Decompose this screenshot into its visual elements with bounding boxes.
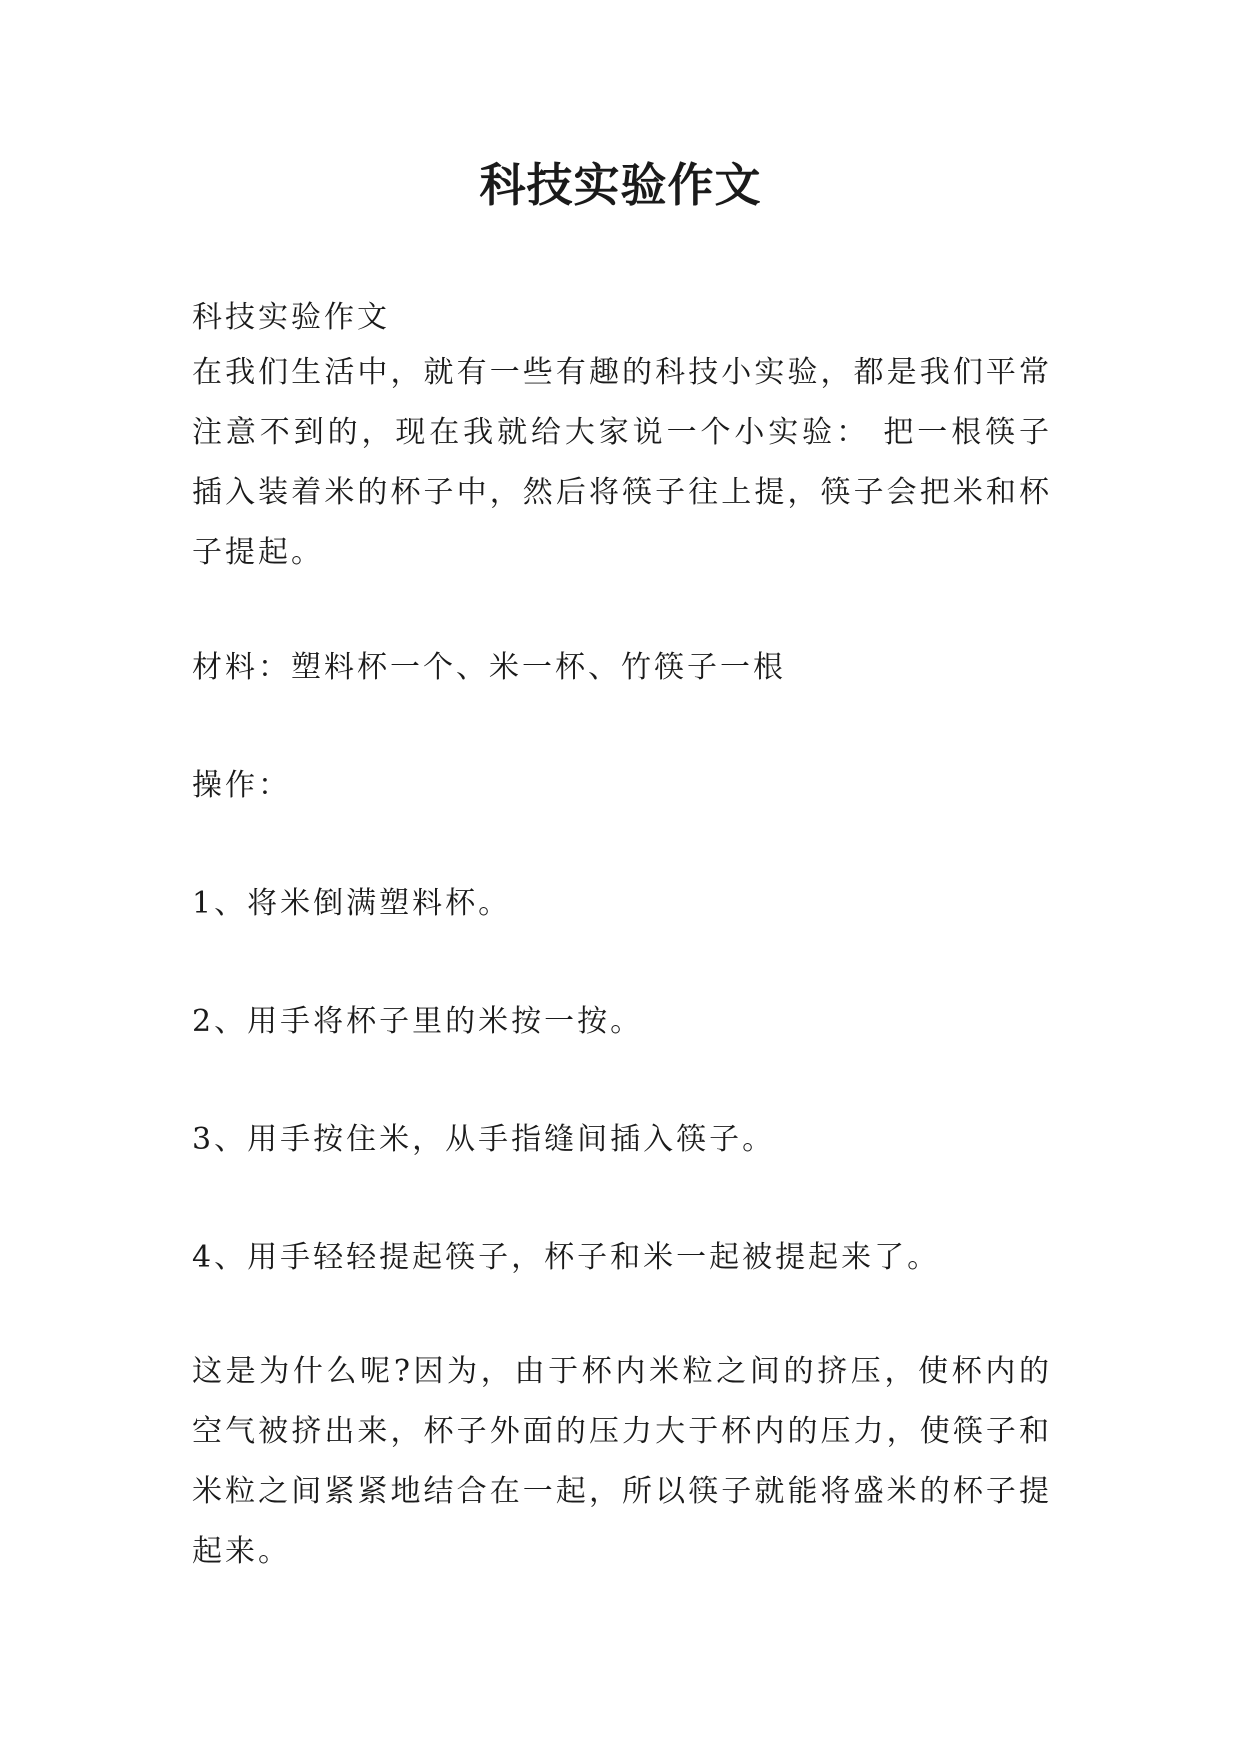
essay-subtitle: 科技实验作文 (192, 300, 390, 335)
step-item: 3、用手按住米，从手指缝间插入筷子。 (192, 1122, 776, 1157)
operation-label: 操作： (192, 768, 291, 803)
explanation-paragraph: 这是为什么呢?因为，由于杯内米粒之间的挤压，使杯内的空气被挤出来，杯子外面的压力大于杯内的压力，使筷子和米粒之间紧紧地结合在一起，所以筷子就能将盛米的杯子提起来。 (192, 1354, 1052, 1569)
intro-paragraph: 在我们生活中，就有一些有趣的科技小实验，都是我们平常注意不到的，现在我就给大家说一个小实验： 把一根筷子插入装着米的杯子中，然后将筷子往上提，筷子会把米和杯子提起。 (192, 355, 1052, 570)
step-item: 1、将米倒满塑料杯。 (192, 886, 512, 921)
document-title: 科技实验作文 (479, 158, 762, 212)
step-item: 2、用手将杯子里的米按一按。 (192, 1004, 644, 1039)
materials-paragraph: 材料：塑料杯一个、米一杯、竹筷子一根 (192, 650, 786, 685)
step-item: 4、用手轻轻提起筷子，杯子和米一起被提起来了。 (192, 1240, 941, 1275)
